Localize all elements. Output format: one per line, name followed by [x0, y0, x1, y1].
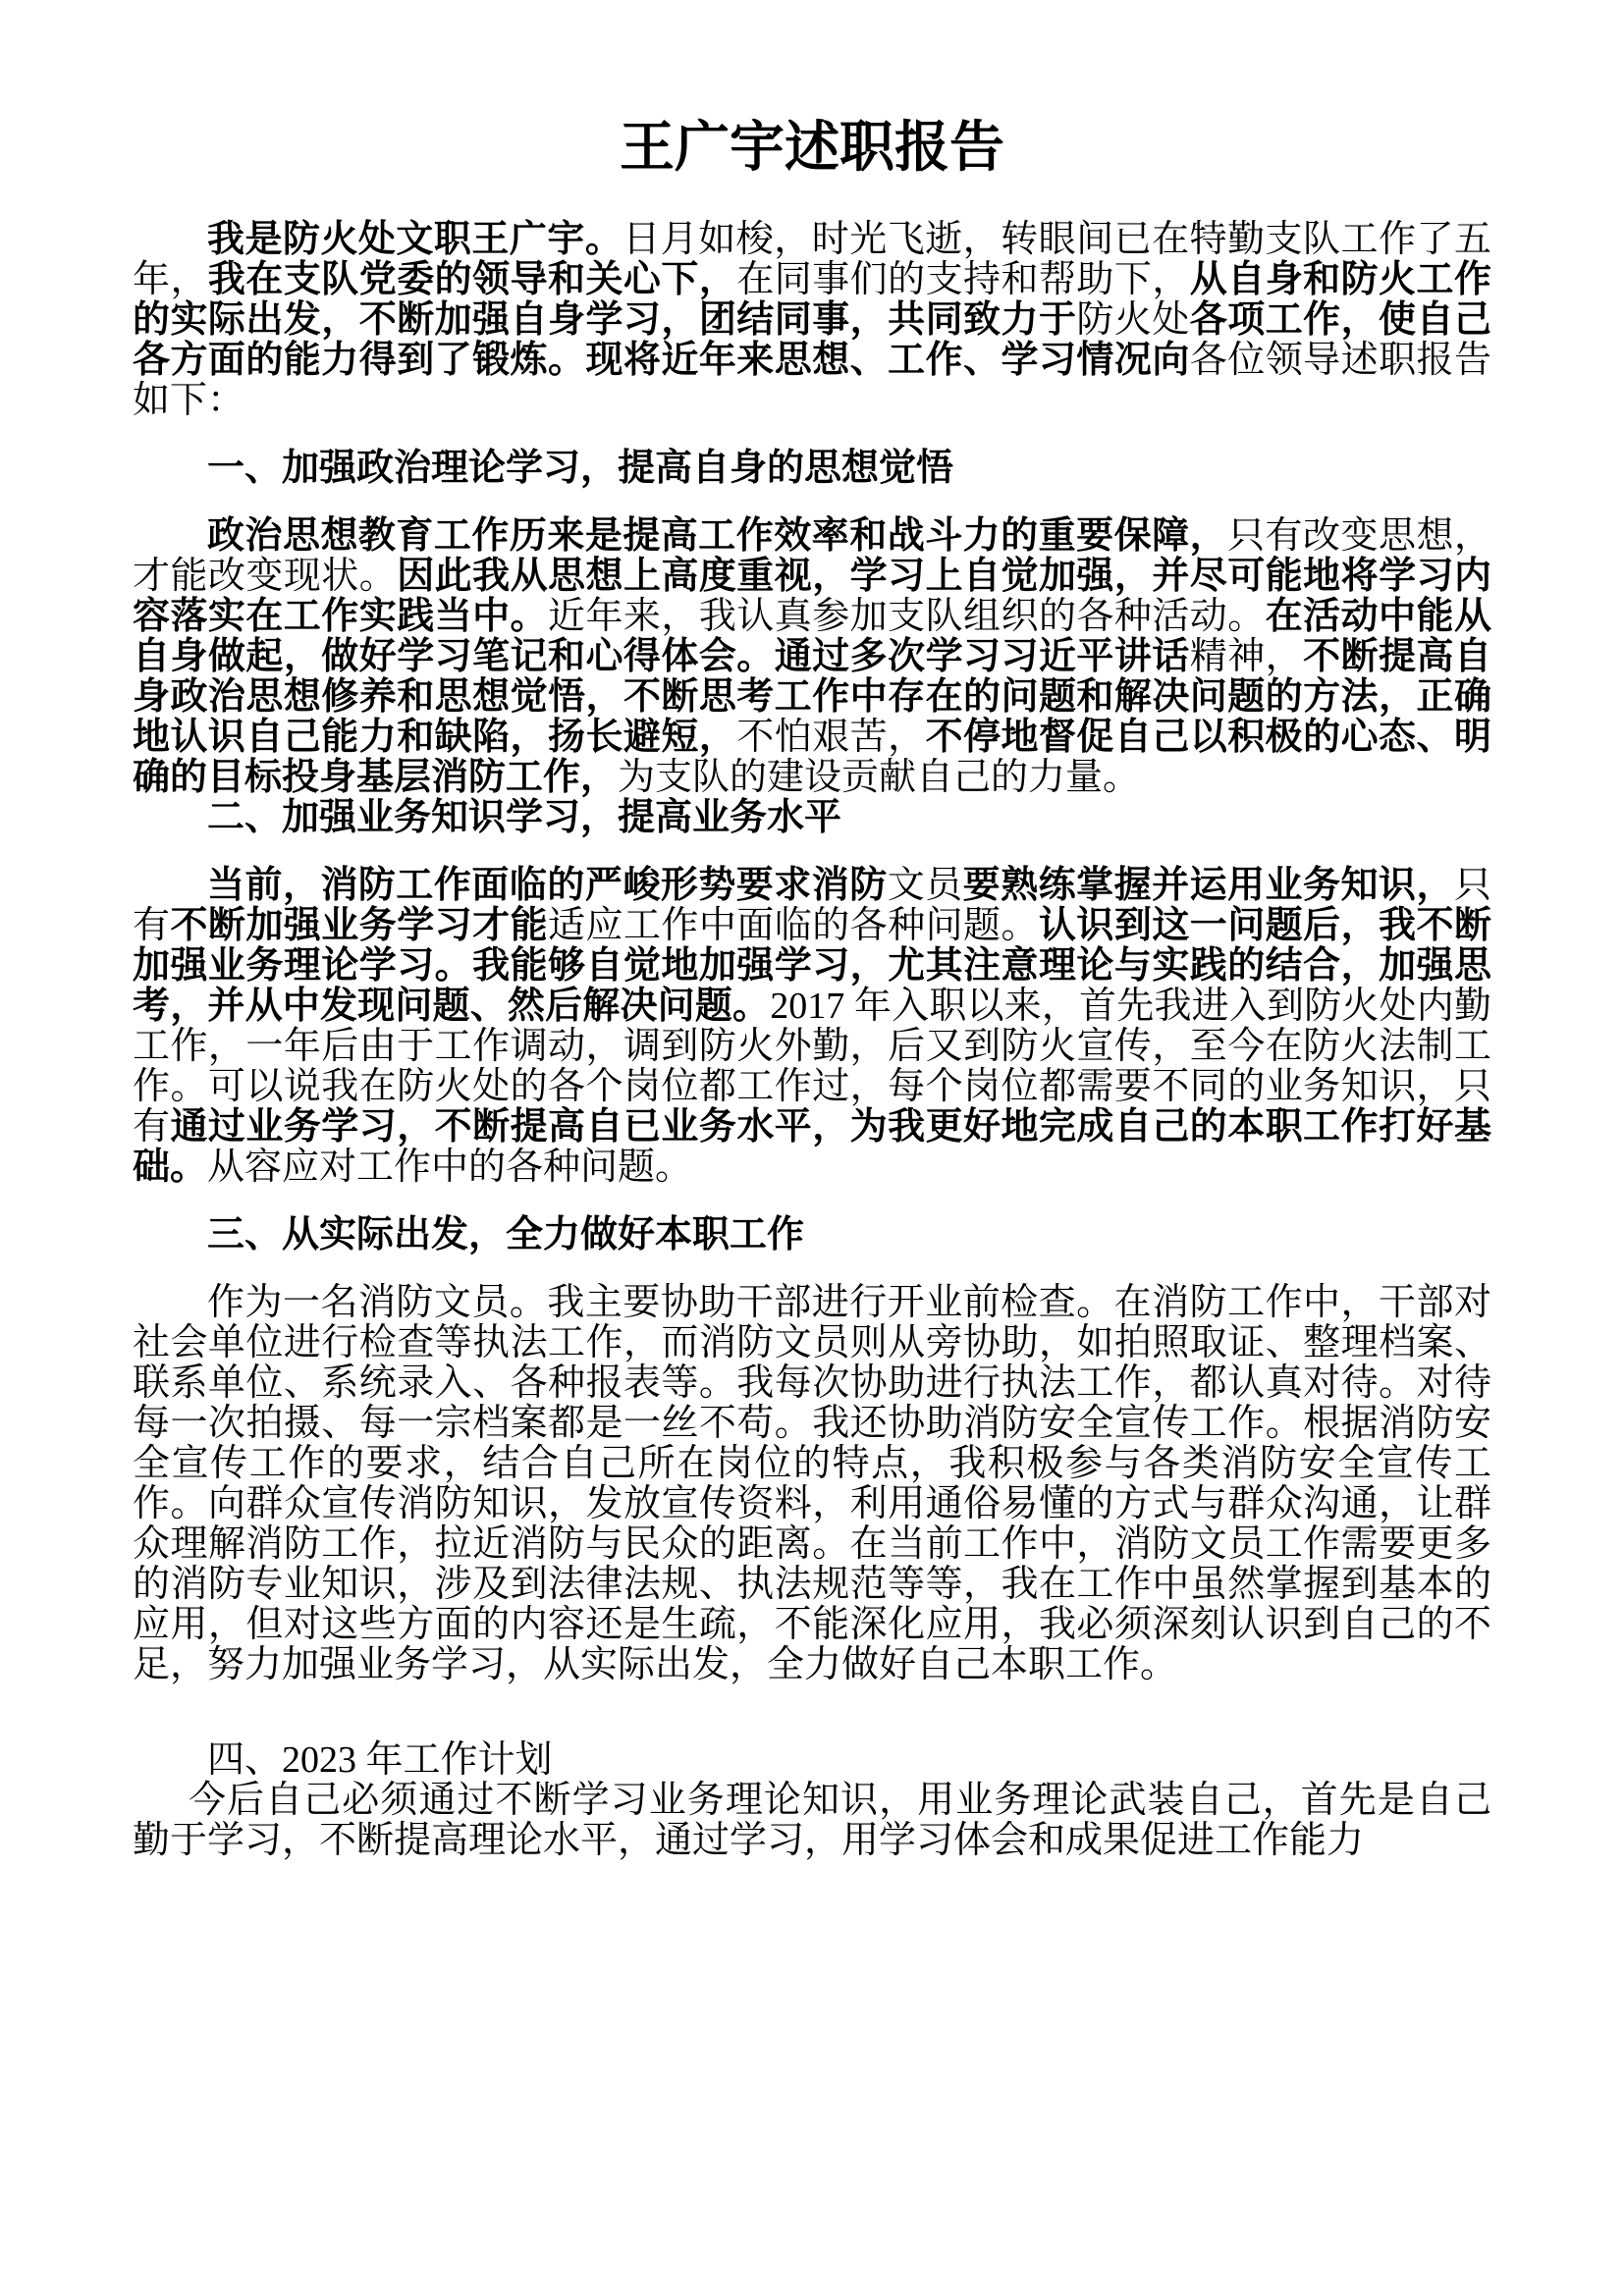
text-run: 政治思想教育工作历来是提高工作效率和战斗力的重要保障， — [207, 515, 1228, 557]
text-run: 文员 — [887, 865, 963, 906]
text-run: 一、加强政治理论学习，提高自身的思想觉悟 — [207, 448, 954, 489]
text-run: 我是防火处文职王广宇。 — [207, 219, 623, 260]
text-run: 适应工作中面临的各种问题。 — [548, 905, 1039, 946]
text-run: 不断提高自身政治思想修养和思想觉悟，不断思考工作中存在的问题和解决问题的方法，正确地认识自己能力和缺陷，扬长避短， — [133, 636, 1491, 758]
section-3-paragraph — [133, 1283, 1491, 1685]
text-run: 只有 — [133, 865, 1491, 946]
text-run: 今后自己必须通过不断学习业务理论知识，用业务理论武装自己，首先是自己勤于学习，不断提高理论水平，通过学习，用学习体会和成果促进工作能力 — [133, 1780, 1491, 1861]
text-run: 2017 年入职以来，首先我进入到防火处内勤工作，一年后由于工作调动，调到防火外勤，后又到防火宣传，至今在防火法制工作。可以说我在防火处的各个岗位都工作过，每个岗位都需要不同的业务知识，只有 — [133, 986, 1491, 1148]
section-4-paragraph — [133, 1781, 1491, 1861]
text-run: 四、2023 年工作计划 — [207, 1739, 553, 1781]
text-run: 各位领导述职报告如下： — [133, 340, 1491, 421]
section-1-paragraph — [133, 516, 1491, 798]
intro-paragraph — [133, 220, 1491, 421]
text-run: 各项工作，使自己各方面的能力得到了锻炼。现将近年来思想、工作、学习情况向 — [133, 299, 1491, 381]
text-run: 从容应对工作中的各种问题。 — [207, 1147, 693, 1188]
text-run: 我在支队党委的领导和关心下， — [207, 259, 737, 300]
text-run: 因此我从思想上高度重视，学习上自觉加强，并尽可能地将学习内容落实在工作实践当中。 — [133, 556, 1491, 637]
text-run: 通过业务学习，不断提高自已业务水平，为我更好地完成自己的本职工作打好基础。 — [133, 1106, 1491, 1188]
text-run: 防火处 — [1076, 299, 1190, 341]
text-run: 为支队的建设贡献自己的力量。 — [618, 757, 1141, 798]
text-run: 从自身和防火工作的实际出发，不断加强自身学习，团结同事，共同致力于 — [133, 259, 1491, 341]
section-1-heading — [133, 449, 1491, 489]
text-run: 在活动中能从自身做起，做好学习笔记和心得体会。通过多次学习习近平讲话 — [133, 596, 1491, 677]
text-run: 作为一名消防文员。我主要协助干部进行开业前检查。在消防工作中，干部对社会单位进行检查等执法工作，而消防文员则从旁协助，如拍照取证、整理档案、联系单位、系统录入、各种报表等。我每次协助进行执法工作，都认真对待。对待每一次拍摄、每一宗档案都是一丝不苟。我还协助消防安全宣传工作。根据消防安全宣传工作的要求，结合自己所在岗位的特点，我积极参与各类消防安全宣传工作。向群众宣传消防知识，发放宣传资料，利用通俗易懂的方式与群众沟通，让群众理解消防工作，拉近消防与民众的距离。在当前工作中，消防文员工作需要更多的消防专业知识，涉及到法律法规、执法规范等等，我在工作中虽然掌握到基本的应用，但对这些方面的内容还是生疏，不能深化应用，我必须深刻认识到自己的不足，努力加强业务学习，从实际出发，全力做好自己本职工作。 — [133, 1282, 1491, 1685]
text-run: 精神， — [1189, 636, 1304, 677]
section-2-paragraph — [133, 866, 1491, 1188]
text-run: 近年来，我认真参加支队组织的各种活动。 — [548, 596, 1266, 637]
text-run: 日月如梭，时光飞逝，转眼间已在特勤支队工作了五年， — [133, 219, 1491, 300]
text-run: 在同事们的支持和帮助下， — [736, 259, 1190, 300]
text-run: 二、加强业务知识学习，提高业务水平 — [207, 797, 842, 838]
section-2-heading — [133, 798, 1491, 838]
text-run: 认识到这一问题后，我不断加强业务理论学习。我能够自觉地加强学习，尤其注意理论与实践的结合，加强思考，并从中发现问题、然后解决问题。 — [133, 905, 1491, 1027]
text-run: 不停地督促自己以积极的心态、明确的目标投身基层消防工作， — [133, 717, 1491, 798]
text-run: 不断加强业务学习才能 — [170, 905, 549, 946]
text-run: 要熟练掌握并运用业务知识， — [962, 865, 1454, 906]
text-run: 不怕艰苦， — [736, 717, 926, 758]
section-4-heading — [133, 1740, 1491, 1781]
section-3-heading — [133, 1215, 1491, 1255]
document-title: 王广宇述职报告 — [620, 118, 1004, 179]
text-run: 三、从实际出发，全力做好本职工作 — [207, 1214, 805, 1255]
text-run: 只有改变思想，才能改变现状。 — [133, 515, 1491, 597]
text-run: 当前，消防工作面临的严峻形势要求消防 — [207, 865, 888, 906]
